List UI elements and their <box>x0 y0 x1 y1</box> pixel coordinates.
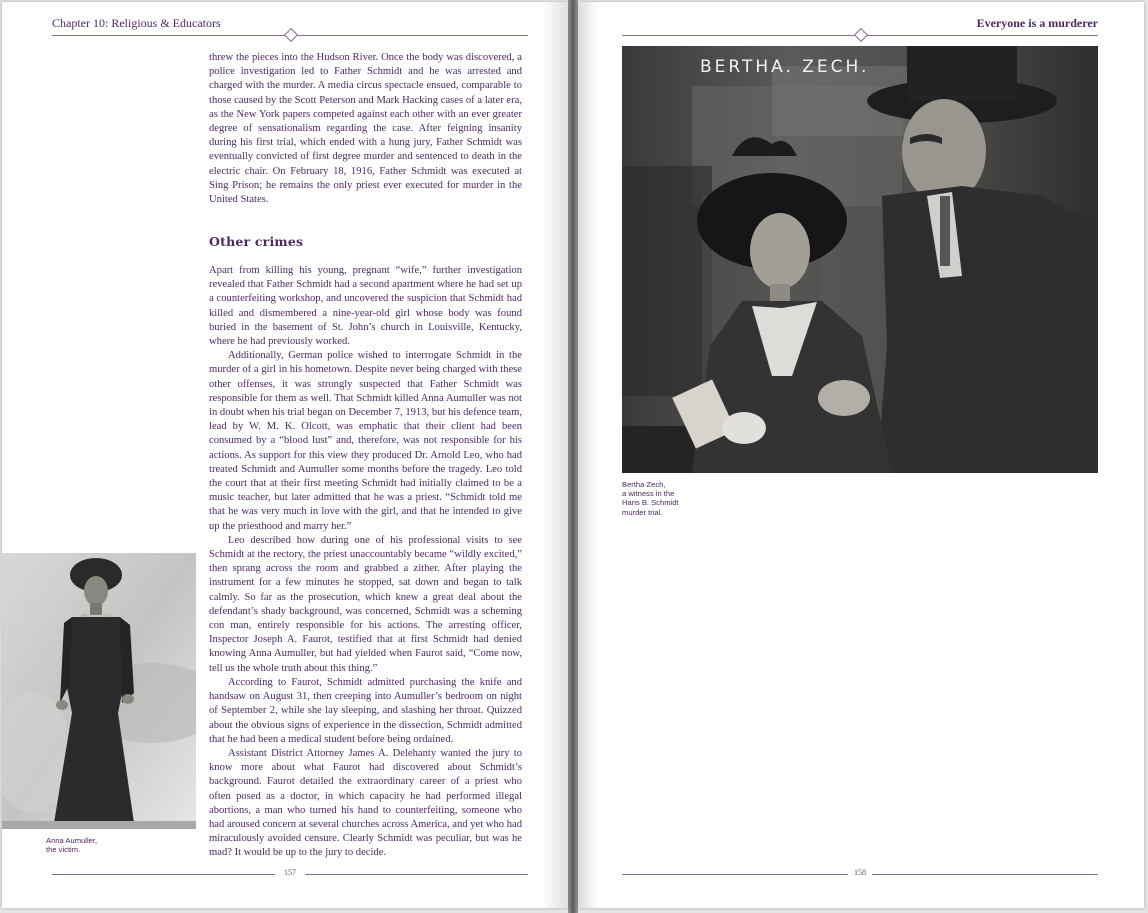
paragraph: Apart from killing his young, pregnant “wife,” further investigation revealed that Father Schmidt had a second apartment where he had set up a counterfeiting workshop, and uncovered the suspicion that Schmidt had killed and dismembered a nine-year-old girl whose body was found buried in the basement of St. John’s church in Louisville, Kentucky, where he had previously worked. <box>209 265 522 348</box>
left-footer-rule <box>305 874 528 875</box>
caption-line: Bertha Zech, <box>622 480 666 489</box>
left-body-top <box>209 51 522 207</box>
paragraph: Additionally, German police wished to interrogate Schmidt in the murder of a girl in his hometown. Despite never being charged with these other offenses, it was strongly suspected that Father Schmidt was responsible for them as well. That Schmidt killed Anna Aumuller was not in doubt when his trial began on December 7, 1913, but his defence team, lead by W. M. K. Olcott, was emphatic that their client had been consumed by a “blood lust” and, therefore, was not responsible for his actions. As support for this view they produced Dr. Arnold Leo, who had treated Schmidt and Aumuller some months before the tragedy. Leo told the court that at their first meeting Schmidt had initially claimed to be a music teacher, but later admitted that he was a priest. “Schmidt told me that he was very much in love with the girl, and that he intended to give up the priesthood and marry her.” <box>209 350 522 532</box>
header-ornament-diamond <box>284 28 298 42</box>
caption-line: Anna Aumuller, <box>46 836 98 845</box>
right-footer-rule <box>872 874 1098 875</box>
left-photo-caption <box>46 836 97 854</box>
left-page <box>2 2 568 908</box>
paragraph-continued: threw the pieces into the Hudson River. Once the body was discovered, a police investigation led to Father Schmidt and he was arrested and charged with the murder. A media circus spectacle ensued, comparable to those caused by the Scott Peterson and Mark Hacking cases of a later era, as the New York papers competed against each other with an ever greater degree of sensationalism regarding the case. After feigning insanity during his first trial, which ended with a hung jury, Father Schmidt was eventually convicted of first degree murder and sentenced to death in the electric chair. On February 18, 1916, Father Schmidt was executed at Sing Prison; he remains the only priest ever executed for murder in the United States. <box>209 52 522 206</box>
paragraph: Leo described how during one of his professional visits to see Schmidt at the rectory, the priest unaccountably became “wildly excited,” then sprang across the room and grabbed a zither. After playing the instrument for a few minutes he stopped, sat down and began to talk calmly. So far as the prosecution, which knew a great deal about the defendant’s shady background, was concerned, Schmidt was a scheming con man, entirely responsible for his actions. The arresting officer, Inspector Joseph A. Faurot, testified that at first Schmidt had denied knowing Anna Aumuller, but had yielded when Faurot said, “Come now, tell us the whole truth about this thing.” <box>209 534 522 674</box>
section-heading: Other crimes <box>209 234 304 249</box>
left-body-main <box>209 264 522 861</box>
caption-line: murder trial. <box>622 507 663 517</box>
paragraph: According to Faurot, Schmidt admitted purchasing the knife and handsaw on August 31, then creeping into Aumuller’s bedroom on night of September 2, while she lay sleeping, and slashing her throat. Quizzed about the obvious signs of experience in the dissection, Schmidt admitted that he had been a medical student before being ordained. <box>209 676 522 745</box>
right-running-head: Everyone is a murderer <box>976 16 1098 30</box>
right-footer-rule <box>622 874 848 875</box>
photo-inscription: BERTHA. ZECH. <box>700 57 870 77</box>
gutter-shadow <box>578 2 598 908</box>
gutter-shadow <box>542 2 568 908</box>
left-page-number: 157 <box>284 868 296 877</box>
paragraph: Assistant District Attorney James A. Delehanty wanted the jury to know more about what Faurot had discovered about Schmidt’s background. Faurot detailed the extraordinary career of a priest who often posed as a doctor, in which capacity he had performed illegal abortions, a man who turned his hand to counterfeiting, someone who had aroused concern at several churches across America, and yet who had miraculously avoided censure. Clearly Schmidt was peculiar, but was he mad? It would be up to the jury to decide. <box>209 747 522 859</box>
caption-line: the victim. <box>46 845 81 855</box>
right-photo-caption <box>622 480 679 517</box>
caption-line: Hans B. Schmidt <box>622 498 679 508</box>
caption-line: a witness in the <box>622 489 675 499</box>
right-page <box>578 2 1144 908</box>
header-ornament-diamond <box>854 28 868 42</box>
left-footer-rule <box>52 874 275 875</box>
right-page-number: 158 <box>854 868 866 877</box>
left-running-head: Chapter 10: Religious & Educators <box>52 16 221 30</box>
bertha-zech-photo <box>622 46 1098 473</box>
book-spine <box>568 0 578 913</box>
anna-aumuller-photo <box>2 553 196 829</box>
